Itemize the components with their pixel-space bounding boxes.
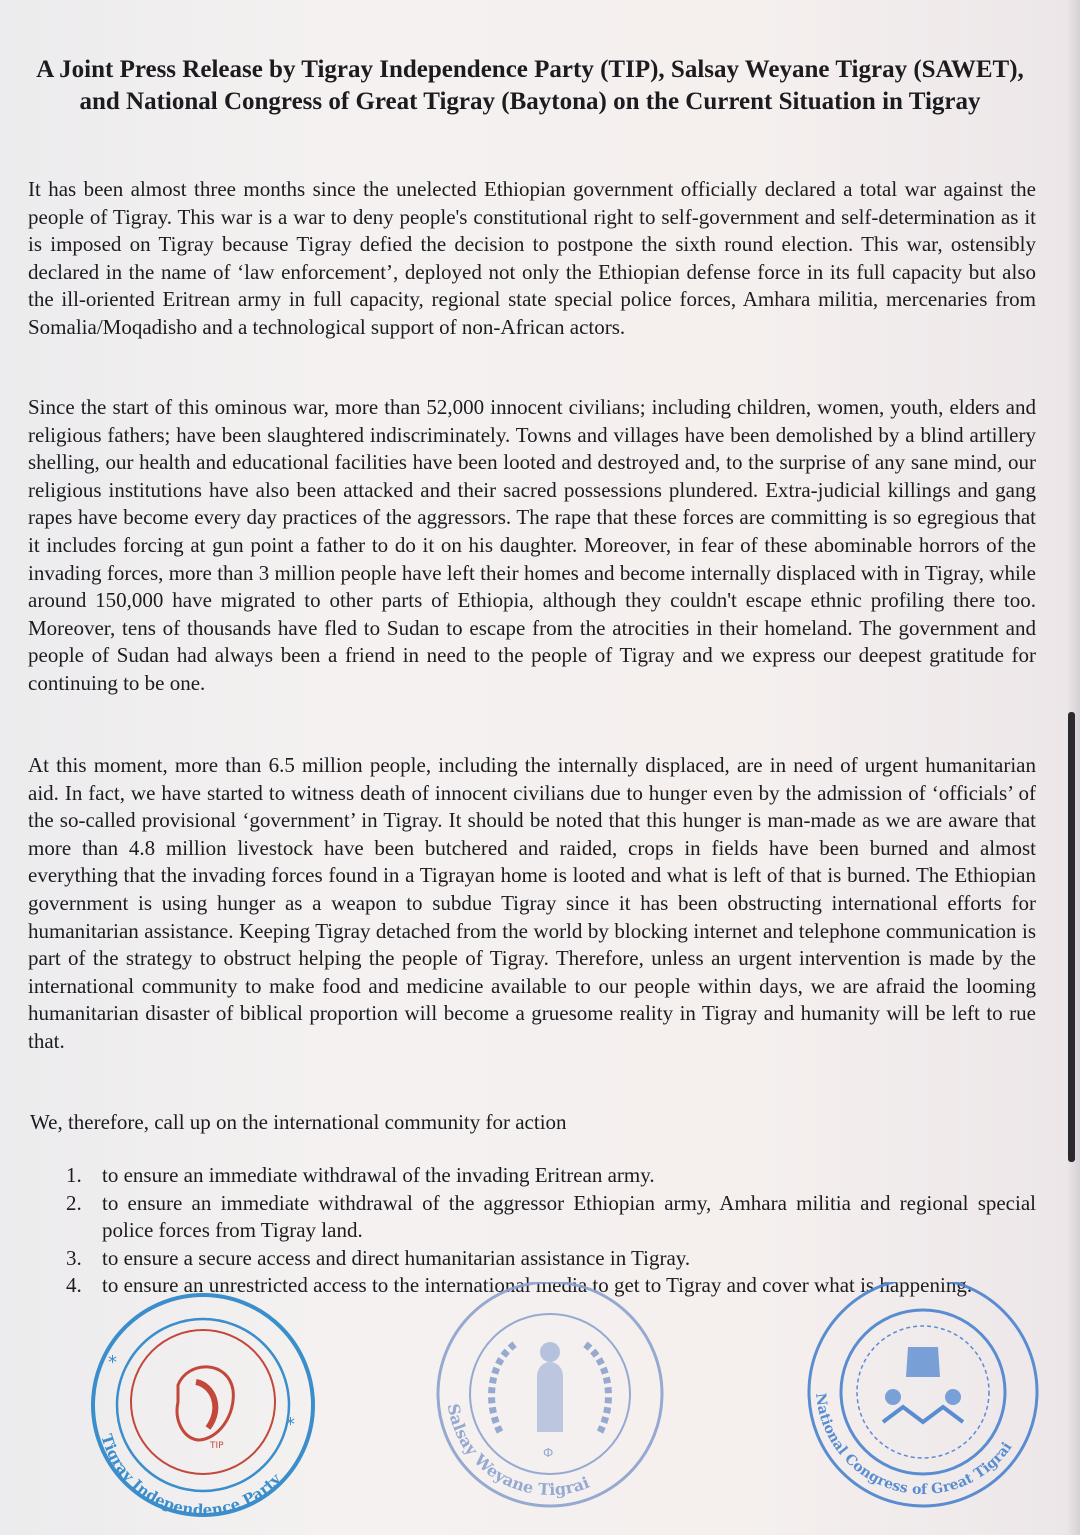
action-number: 3.: [66, 1245, 82, 1270]
action-number: 4.: [66, 1273, 82, 1298]
baytona-seal-stamp: [798, 1282, 1048, 1522]
sawet-seal-graphic: [425, 1282, 675, 1522]
press-release-title: A Joint Press Release by Tigray Independence Party (TIP), Salsay Weyane Tigray (SAWET), and National Congress of Great Tigray (Baytona) on the Current Situation in Tigray: [36, 56, 1024, 115]
svg-text:*: *: [286, 1414, 295, 1435]
sawet-seal-label: Salsay Weyane Tigrai: [443, 1402, 593, 1500]
action-number: 1.: [66, 1163, 82, 1187]
call-to-action: We, therefore, call up on the international community for action: [30, 1110, 567, 1134]
svg-text:TIP: TIP: [210, 1441, 224, 1451]
svg-text:*: *: [108, 1352, 117, 1373]
scrollbar-thumb[interactable]: [1068, 712, 1075, 1162]
svg-text:Salsay Weyane Tigrai: [444, 1402, 592, 1499]
action-text: to ensure an immediate withdrawal of the aggressor Ethiopian army, Amhara militia and regional special police forces from Tigray land.: [102, 1190, 1036, 1243]
action-item: [66, 1190, 1036, 1245]
action-item: [66, 1245, 1036, 1273]
action-number: 2.: [66, 1190, 82, 1215]
action-text: to ensure an unrestricted access to the international media to get to Tigray and cover what is happening.: [102, 1273, 973, 1298]
paragraph-war-declaration: It has been almost three months since the unelected Ethiopian government officially declared a total war against the people of Tigray. This war is a war to deny people's constitutional right to self-government and self-determination as it is imposed on Tigray because Tigray defied the decision to postpone the sixth round election. This war, ostensibly declared in the name of ‘law enforcement’, deployed not only the Ethiopian defense force in its full capacity but also the ill-oriented Eritrean army in full capacity, regional state special police forces, Amhara militia, mercenaries from Somalia/Moqadisho and a technological support of non-African actors.: [28, 177, 1036, 339]
action-item: [66, 1162, 1036, 1190]
svg-text:Ф: Ф: [543, 1446, 554, 1460]
tip-seal-stamp: [78, 1290, 328, 1520]
action-list: [66, 1162, 1036, 1300]
tip-seal-graphic: [78, 1290, 328, 1520]
paragraph-humanitarian-crisis: At this moment, more than 6.5 million people, including the internally displaced, are in need of urgent humanitarian aid. In fact, we have started to witness death of innocent civilians due to hunger even by the admission of ‘officials’ of the so-called provisional ‘government’ in Tigray. It should be noted that this hunger is man-made as we are aware that more than 4.8 million livestock have been butchered and raided, crops in fields have been burned and almost everything that the invading forces found in a Tigrayan home is looted and what is left of that is burned. The Ethiopian government is using hunger as a weapon to subdue Tigray since it has been obstructing international efforts for humanitarian assistance. Keeping Tigray detached from the world by blocking internet and telephone communication is part of the strategy to obstruct helping the people of Tigray. Therefore, unless an urgent intervention is made by the international community to make food and medicine available to our people within days, we are afraid the looming humanitarian disaster of biblical proportion will become a gruesome reality in Tigray and humanity will be left to rue that.: [28, 753, 1036, 1053]
action-text: to ensure an immediate withdrawal of the invading Eritrean army.: [102, 1163, 655, 1187]
action-text: to ensure a secure access and direct humanitarian assistance in Tigray.: [102, 1245, 691, 1270]
paragraph-atrocities: Since the start of this ominous war, more than 52,000 innocent civilians; including children, women, youth, elders and religious fathers; have been slaughtered indiscriminately. Towns and villages have been demolished by a blind artillery shelling, our health and educational facilities have been looted and destroyed and, to the surprise of any sane mind, our religious institutions have also been attacked and their sacred possessions plundered. Extra-judicial killings and gang rapes have become every day practices of the aggressors. The rape that these forces are committing is so egregious that it includes forcing at gun point a father to do it on his daughter. Moreover, in fear of these abominable horrors of the invading forces, more than 3 million people have left their homes and become internally displaced with in Tigray, while around 150,000 have migrated to other parts of Ethiopia, although they couldn't escape ethnic profiling there too. Moreover, tens of thousands have fled to Sudan to escape from the atrocities in their homeland. The government and people of Sudan had always been a friend in need to the people of Tigray and we express our deepest gratitude for continuing to be one.: [28, 395, 1036, 695]
sawet-seal-stamp: [425, 1282, 675, 1522]
tip-seal-label: Tigray Independence Party: [97, 1431, 285, 1520]
baytona-seal-graphic: [798, 1282, 1048, 1522]
baytona-seal-label: National Congress of Great Tigrai: [812, 1392, 1016, 1499]
